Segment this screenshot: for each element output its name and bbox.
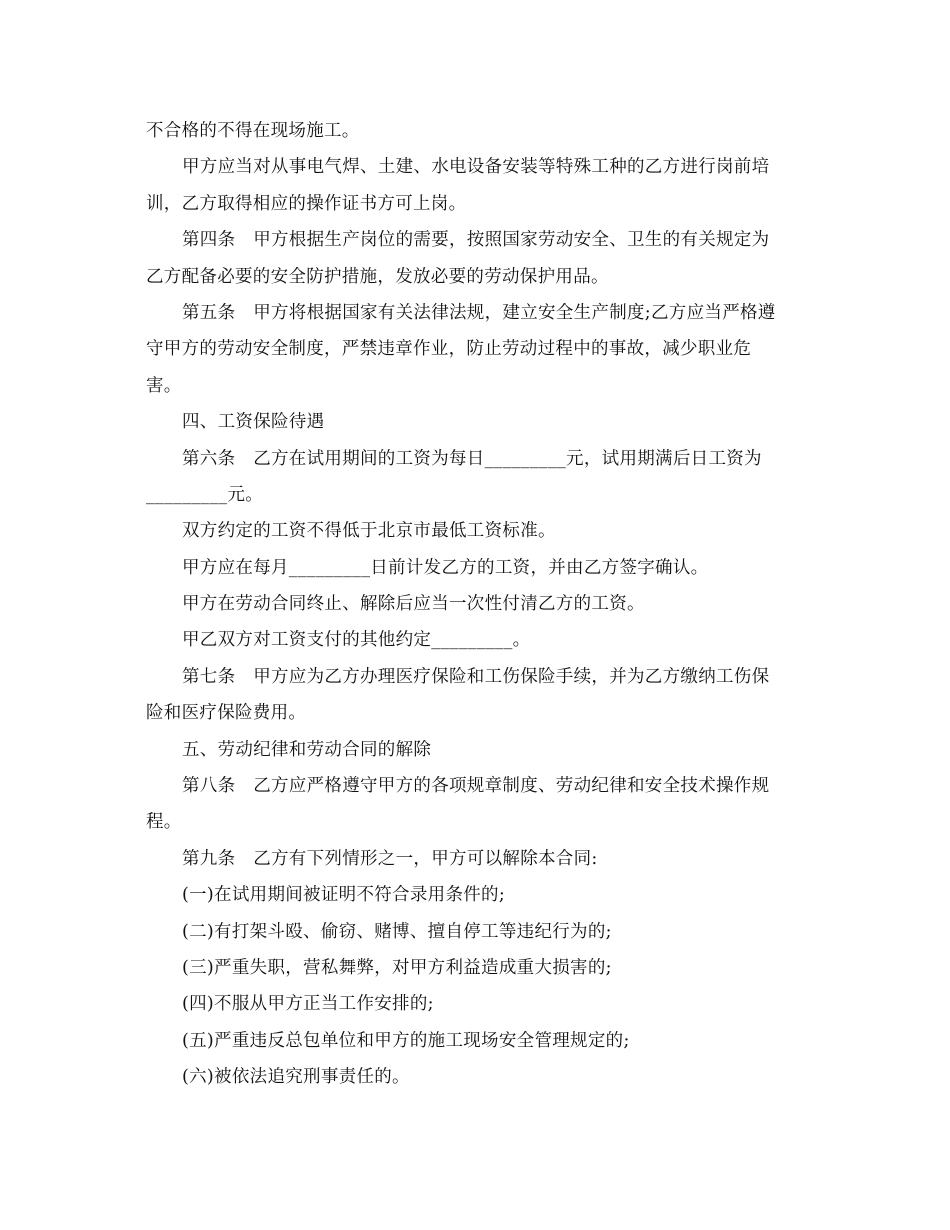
text-line: (三)严重失职，营私舞弊，对甲方利益造成重大损害的; [182, 957, 612, 978]
text-line: 五、劳动纪律和劳动合同的解除 [182, 739, 432, 760]
text-line: 训，乙方取得相应的操作证书方可上岗。 [146, 193, 467, 214]
text-line: _________元。 [146, 484, 264, 505]
text-line: 四、工资保险待遇 [182, 412, 325, 433]
text-line: 第八条 乙方应严格遵守甲方的各项规章制度、劳动纪律和安全技术操作规 [182, 776, 770, 797]
text-line: 第五条 甲方将根据国家有关法律法规，建立安全生产制度;乙方应当严格遵 [182, 302, 776, 323]
text-line: 第九条 乙方有下列情形之一，甲方可以解除本合同: [182, 848, 598, 869]
text-line: 程。 [146, 812, 182, 833]
text-line: 害。 [146, 375, 182, 396]
text-line: 甲方在劳动合同终止、解除后应当一次性付清乙方的工资。 [182, 594, 645, 615]
text-line: 甲方应在每月_________日前计发乙方的工资，并由乙方签字确认。 [182, 557, 709, 578]
text-line: 第四条 甲方根据生产岗位的需要，按照国家劳动安全、卫生的有关规定为 [182, 230, 770, 251]
text-line: (一)在试用期间被证明不符合录用条件的; [182, 885, 506, 906]
text-line: 甲方应当对从事电气焊、土建、水电设备安装等特殊工种的乙方进行岗前培 [182, 157, 770, 178]
text-line: (四)不服从甲方正当工作安排的; [182, 994, 434, 1015]
text-line: (六)被依法追究刑事责任的。 [182, 1067, 410, 1088]
text-line: 乙方配备必要的安全防护措施，发放必要的劳动保护用品。 [146, 266, 609, 287]
document-body [146, 113, 808, 1096]
text-line: 不合格的不得在现场施工。 [146, 121, 360, 141]
text-line: 第六条 乙方在试用期间的工资为每日_________元，试用期满后日工资为 [182, 448, 762, 469]
text-line: 第七条 甲方应为乙方办理医疗保险和工伤保险手续，并为乙方缴纳工伤保 [182, 666, 770, 687]
text-line: 双方约定的工资不得低于北京市最低工资标准。 [182, 521, 556, 542]
text-line: 险和医疗保险费用。 [146, 703, 307, 724]
text-line: (五)严重违反总包单位和甲方的施工现场安全管理规定的; [182, 1030, 630, 1051]
text-line: 守甲方的劳动安全制度，严禁违章作业，防止劳动过程中的事故，减少职业危 [146, 339, 752, 360]
text-line: 甲乙双方对工资支付的其他约定_________。 [182, 630, 531, 651]
text-line: (二)有打架斗殴、偷窃、赌博、擅自停工等违纪行为的; [182, 921, 612, 942]
